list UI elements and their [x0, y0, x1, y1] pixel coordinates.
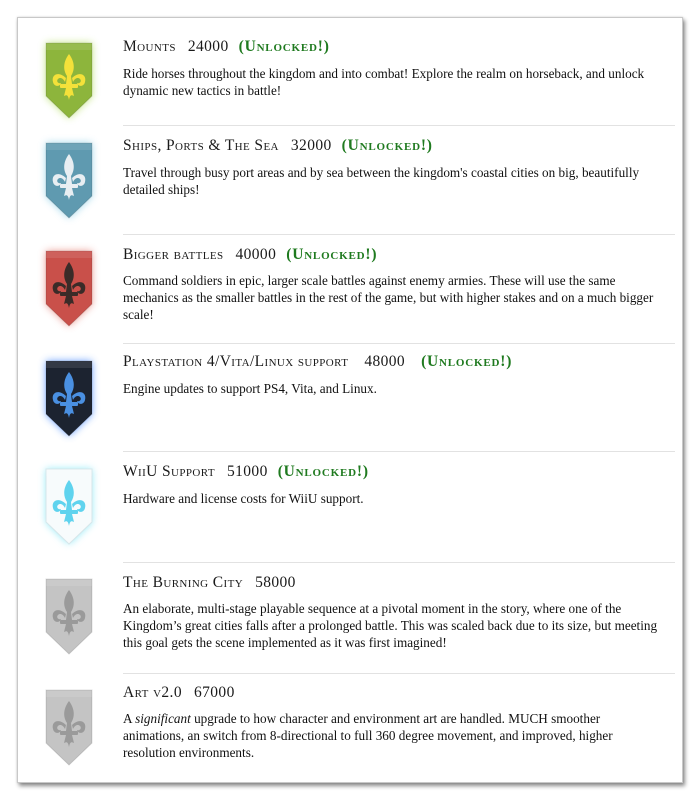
goal-title: WiiU Support: [123, 463, 215, 480]
divider: [123, 234, 675, 235]
goal-status: (Unlocked!): [341, 137, 433, 154]
fleur-de-lis-shield-icon: [41, 356, 97, 446]
goal-title: Ships, Ports & The Sea: [123, 137, 279, 154]
goal-points: 58000: [255, 574, 296, 591]
goal-status: (Unlocked!): [421, 353, 513, 370]
goal-description: [123, 710, 658, 761]
desc-text-start: A: [123, 711, 136, 726]
fleur-de-lis-shield-icon: [41, 685, 97, 775]
goal-description: Ride horses throughout the kingdom and into combat! Explore the realm on horseback, and unlock dynamic new tactics in battle!: [123, 66, 645, 98]
desc-text-end: upgrade to how character and environment art are handled. MUCH smoother animations, an switch from 8-directional to full 360 degree movement, and improved, higher resolution environments.: [123, 711, 613, 760]
divider: [123, 125, 675, 126]
goal-status: (Unlocked!): [277, 463, 369, 480]
goal-status: (Unlocked!): [286, 246, 378, 263]
goal-heading: [123, 38, 330, 56]
fleur-de-lis-shield-icon: [41, 246, 97, 336]
goal-heading: [123, 246, 377, 264]
goal-status: (Unlocked!): [238, 38, 330, 55]
divider: [123, 451, 675, 452]
goal-heading: [123, 137, 433, 155]
goal-points: 51000: [226, 463, 268, 480]
goal-title: The Burning City: [123, 574, 244, 591]
goal-points: 24000: [187, 38, 229, 55]
goal-points: 67000: [193, 684, 235, 701]
goal-title: Playstation 4/Vita/Linux support: [123, 353, 349, 370]
goal-heading: [123, 353, 512, 371]
goal-description: Travel through busy port areas and by sea between the kingdom's coastal cities on big, beautifully detailed ships!: [123, 165, 640, 197]
desc-emphasis: significant: [135, 711, 191, 726]
goal-title: Mounts: [123, 38, 176, 55]
goal-heading: [123, 684, 235, 702]
divider: [123, 673, 675, 674]
goal-points: 48000: [364, 353, 406, 370]
goal-title: Bigger battles: [123, 246, 224, 263]
fleur-de-lis-shield-icon: [41, 38, 97, 128]
goal-heading: [123, 463, 369, 481]
fleur-de-lis-shield-icon: [41, 464, 97, 554]
goal-points: 32000: [290, 137, 332, 154]
goal-description: Hardware and license costs for WiiU support.: [123, 491, 364, 506]
goal-title: Art v2.0: [123, 684, 182, 701]
fleur-de-lis-shield-icon: [41, 574, 97, 664]
stretch-goals-panel: [17, 17, 683, 783]
divider: [123, 562, 675, 563]
fleur-de-lis-shield-icon: [41, 138, 97, 228]
goal-heading: [123, 574, 296, 592]
divider: [123, 343, 675, 344]
goal-description: An elaborate, multi-stage playable sequence at a pivotal moment in the story, where one of the Kingdom’s great cities falls after a prolonged battle. This was scaled back due to its size, but meeting this goal gets the scene implemented as it was first imagined!: [123, 601, 658, 650]
goal-points: 40000: [235, 246, 277, 263]
goal-description: Engine updates to support PS4, Vita, and Linux.: [123, 381, 377, 396]
goal-description: Command soldiers in epic, larger scale battles against enemy armies. These will use the same mechanics as the smaller battles in the rest of the game, but with higher stakes and on a much bigger scale!: [123, 273, 654, 322]
